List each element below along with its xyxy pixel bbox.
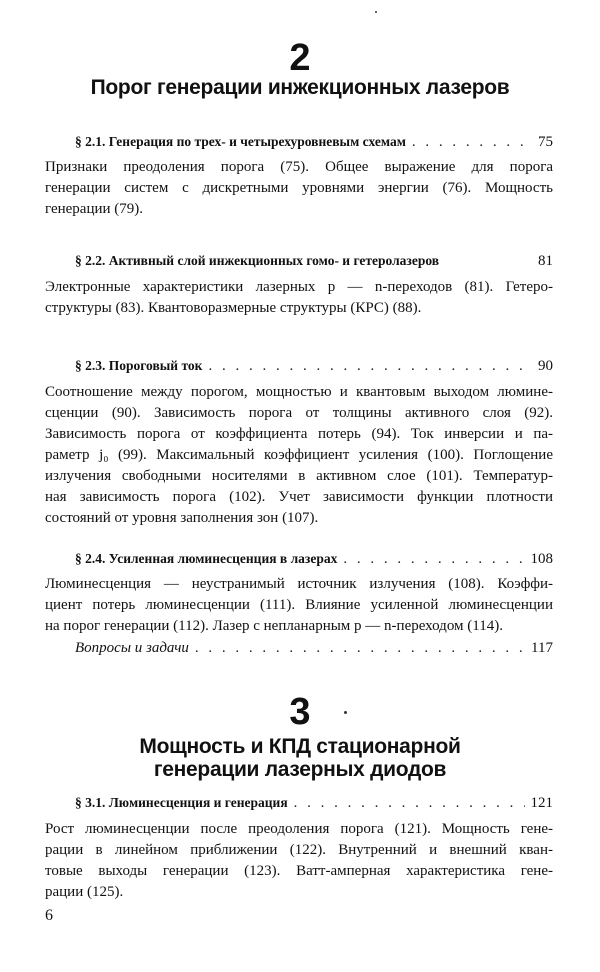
toc-entry-2-2[interactable] bbox=[75, 251, 553, 271]
section-2-4-abstract bbox=[45, 574, 553, 637]
questions-label: Вопросы и задачи bbox=[75, 640, 189, 656]
dot-leader bbox=[195, 638, 525, 658]
abstract-line: Зависимость порога от коэффициента потерь (94). Ток инверсии и па- bbox=[45, 426, 553, 442]
section-2-3-abstract bbox=[45, 382, 553, 529]
chapter-2-number: 2 bbox=[289, 37, 311, 79]
section-page: 121 bbox=[530, 795, 553, 811]
abstract-line: ная зависимость порога (102). Учет зависимости функции плотности bbox=[45, 489, 553, 505]
section-page: 108 bbox=[530, 551, 553, 567]
abstract-line: генерации систем с дискретными уровнями энергии (76). Мощность bbox=[45, 180, 553, 196]
abstract-line: рации в линейном приближении (122). Внутренний и внешний кван- bbox=[45, 842, 553, 858]
section-label: § 2.3. Пороговый ток bbox=[75, 358, 203, 373]
toc-entry-2-3[interactable] bbox=[75, 356, 553, 376]
dot-leader bbox=[294, 793, 525, 813]
toc-entry-3-1[interactable] bbox=[75, 793, 553, 813]
section-3-1-abstract bbox=[45, 819, 553, 903]
section-label: § 2.1. Генерация по трех- и четырехуровневым схемам bbox=[75, 134, 406, 149]
abstract-line: Рост люминесценции после преодоления порога (121). Мощность гене- bbox=[45, 821, 553, 837]
abstract-line: излучения свободными носителями в активном слое (101). Температур- bbox=[45, 468, 553, 484]
toc-entry-2-1[interactable] bbox=[75, 132, 553, 152]
abstract-line: генерации (79). bbox=[45, 201, 144, 217]
abstract-line: структуры (83). Квантоворазмерные структуры (КРС) (88). bbox=[45, 300, 422, 316]
chapter-3-number: 3 bbox=[289, 691, 311, 733]
dot-leader bbox=[208, 356, 532, 376]
abstract-line: товые выходы генерации (123). Ватт-амперная характеристика гене- bbox=[45, 863, 553, 879]
abstract-line: циент потерь люминесценции (111). Влияние усиленной люминесценции bbox=[45, 597, 553, 613]
section-page: 90 bbox=[538, 358, 553, 374]
abstract-line: раметр j₀ (99). Максимальный коэффициент усиления (100). Поглощение bbox=[45, 447, 553, 463]
abstract-line: сценции (90). Зависимость порога от толщины активного слоя (92). bbox=[45, 405, 553, 421]
section-2-2-abstract bbox=[45, 277, 553, 319]
scan-speck bbox=[375, 11, 377, 13]
chapter-3-title-line-1: Мощность и КПД стационарной bbox=[139, 735, 461, 758]
abstract-line: Соотношение между порогом, мощностью и квантовым выходом люмине- bbox=[45, 384, 553, 400]
toc-entry-2-4[interactable] bbox=[75, 549, 553, 569]
section-page: 81 bbox=[538, 253, 553, 269]
dot-leader bbox=[412, 132, 532, 152]
dot-leader bbox=[343, 549, 524, 569]
toc-entry-questions[interactable] bbox=[75, 638, 553, 658]
abstract-line: рации (125). bbox=[45, 884, 124, 900]
abstract-line: Признаки преодоления порога (75). Общее выражение для порога bbox=[45, 159, 553, 175]
section-label: § 2.4. Усиленная люминесценция в лазерах bbox=[75, 551, 338, 566]
section-page: 75 bbox=[538, 134, 553, 150]
section-label: § 3.1. Люминесценция и генерация bbox=[75, 795, 288, 810]
chapter-2-title: Порог генерации инжекционных лазеров bbox=[90, 76, 510, 99]
abstract-line: Электронные характеристики лазерных p — n-переходов (81). Гетеро- bbox=[45, 279, 553, 295]
section-2-1-abstract bbox=[45, 157, 553, 220]
abstract-line: состояний от уровня заполнения зон (107). bbox=[45, 510, 319, 526]
questions-page: 117 bbox=[531, 640, 553, 656]
abstract-line: Люминесценция — неустранимый источник излучения (108). Коэффи- bbox=[45, 576, 553, 592]
section-label: § 2.2. Активный слой инжекционных гомо- и гетеролазеров bbox=[75, 253, 440, 268]
scan-speck bbox=[344, 711, 347, 714]
chapter-3-title-line-2: генерации лазерных диодов bbox=[153, 758, 447, 781]
page-number: 6 bbox=[45, 907, 53, 924]
abstract-line: на порог генерации (112). Лазер с непланарным p — n-переходом (114). bbox=[45, 618, 503, 634]
